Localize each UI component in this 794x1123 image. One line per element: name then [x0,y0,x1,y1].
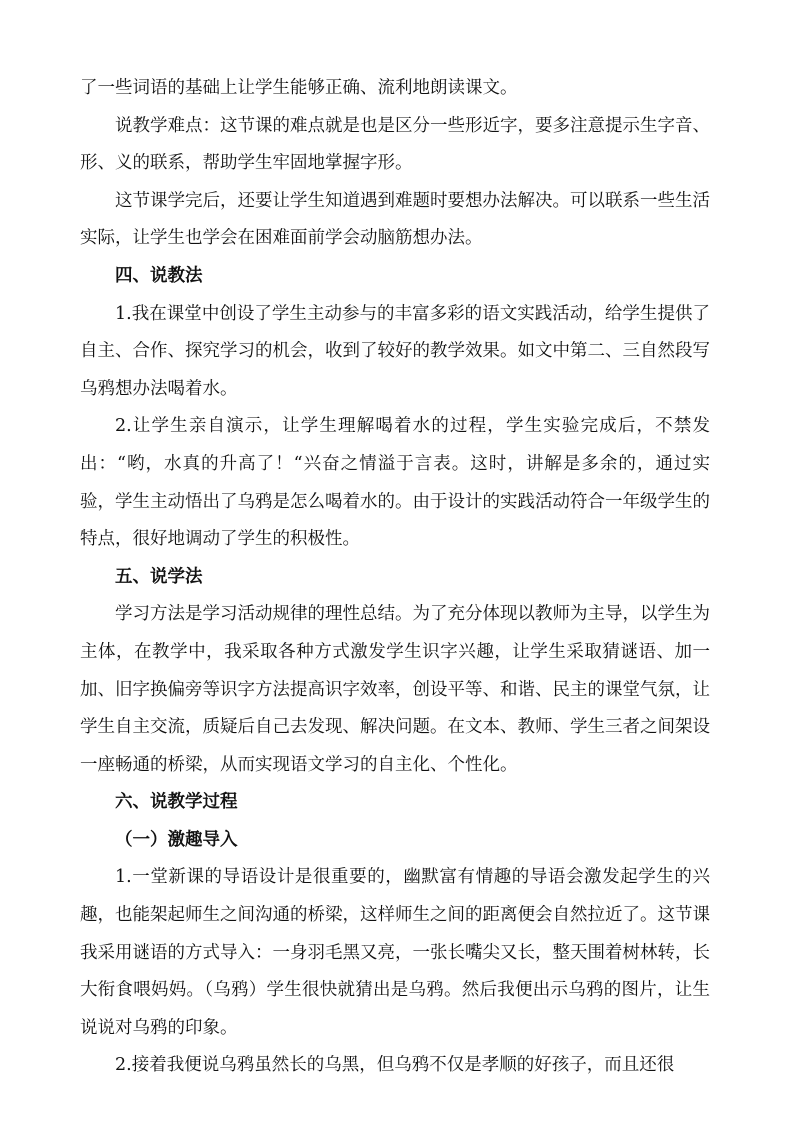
paragraph-learning-method: 学习方法是学习活动规律的理性总结。为了充分体现以教师为主导，以学生为主体，在教学中，我采取各种方式激发学生识字兴趣，让学生采取猜谜语、加一加、旧字换偏旁等识字方法提高识字效率，创设平等、和谐、民主的课堂气氛，让学生自主交流，质疑后自己去发现、解决问题。在文本、教师、学生三者之间架设一座畅通的桥梁，从而实现语文学习的自主化、个性化。 [80,604,710,775]
paragraph-intro-continued: 了一些词语的基础上让学生能够正确、流利地朗读课文。 [80,78,518,98]
paragraph-problem-solving: 这节课学完后，还要让学生知道遇到难题时要想办法解决。可以联系一些生活实际，让学生也学会在困难面前学会动脑筋想办法。 [80,190,710,249]
paragraph-introduction-1: 1.一堂新课的导语设计是很重要的，幽默富有情趣的导语会激发起学生的兴趣，也能架起师生之间沟通的桥梁，这样师生之间的距离便会自然拉近了。这节课我采用谜语的方式导入：一身羽毛黑又亮，一张长嘴尖又长，整天围着树林转，长大衔食喂妈妈。（乌鸦）学生很快就猜出是乌鸦。然后我便出示乌鸦的图片，让生说说对乌鸦的印象。 [80,867,710,1038]
subheading-introduction: （一）激趣导入 [115,829,238,850]
paragraph-method-1: 1.我在课堂中创设了学生主动参与的丰富多彩的语文实践活动，给学生提供了自主、合作、探究学习的机会，收到了较好的教学效果。如文中第二、三自然段写乌鸦想办法喝着水。 [80,303,710,399]
paragraph-teaching-difficulty: 说教学难点：这节课的难点就是也是区分一些形近字，要多注意提示生字音、形、义的联系，帮助学生牢固地掌握字形。 [80,115,710,174]
paragraph-method-2: 2.让学生亲自演示，让学生理解喝着水的过程，学生实验完成后，不禁发出：“哟，水真的升高了！“兴奋之情溢于言表。这时，讲解是多余的，通过实验，学生主动悟出了乌鸦是怎么喝着水的。由于设计的实践活动符合一年级学生的特点，很好地调动了学生的积极性。 [80,416,710,550]
heading-learning-method: 五、说学法 [115,566,203,587]
heading-teaching-method: 四、说教法 [115,265,203,286]
paragraph-introduction-2: 2.接着我便说乌鸦虽然长的乌黑，但乌鸦不仅是孝顺的好孩子，而且还很 [115,1055,675,1076]
heading-teaching-process: 六、说教学过程 [115,792,238,813]
